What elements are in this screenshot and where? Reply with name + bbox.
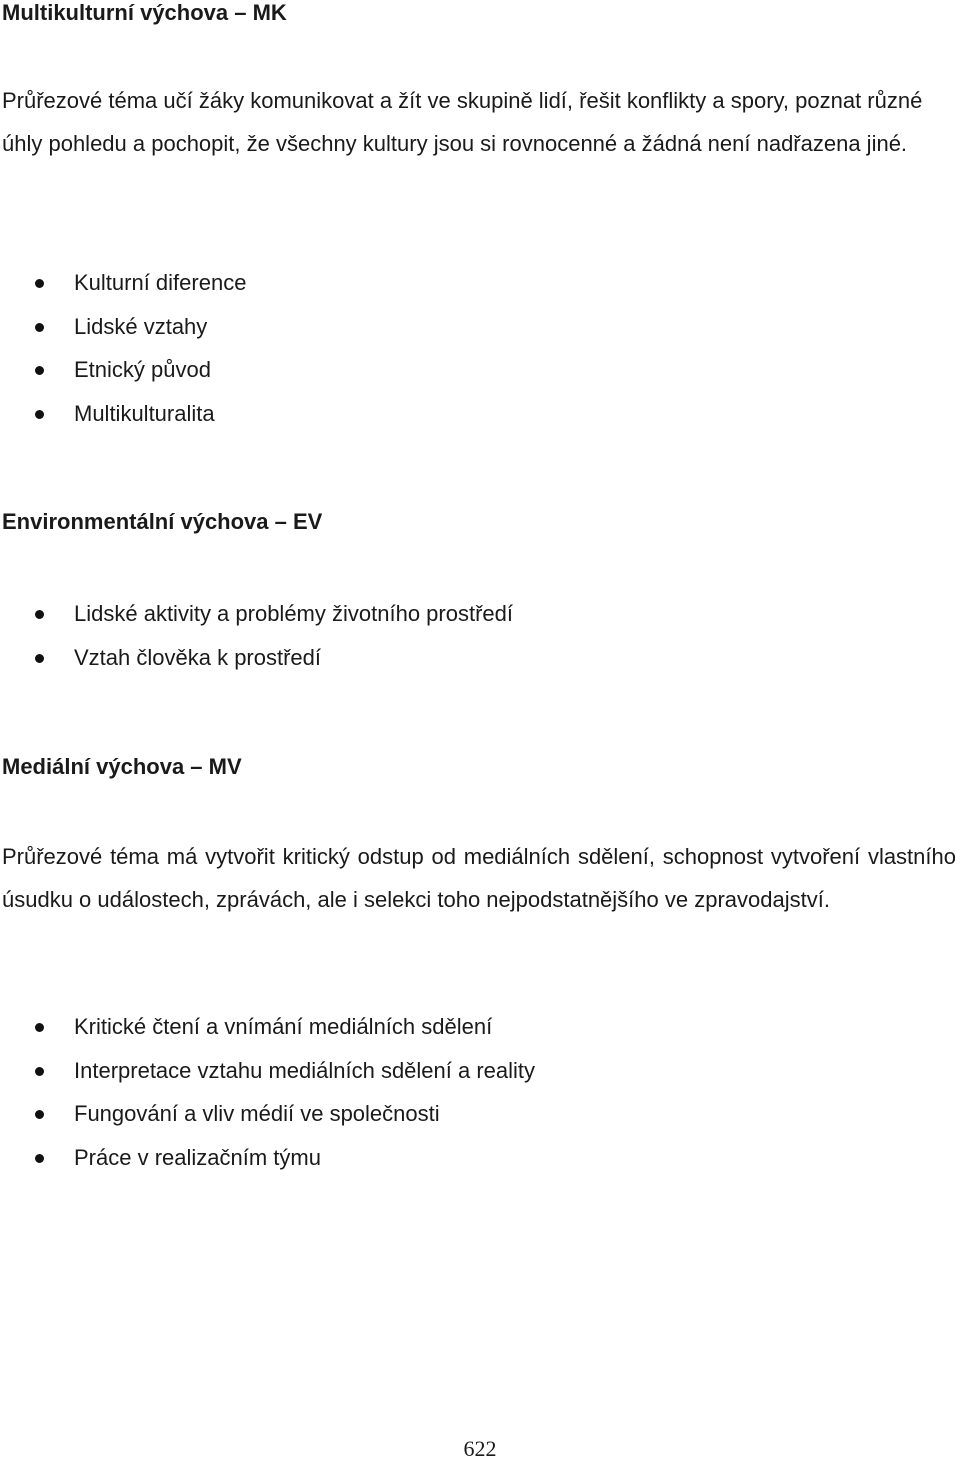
list-item-label: Lidské vztahy xyxy=(74,313,208,339)
list-item-label: Kritické čtení a vnímání mediálních sdělení xyxy=(74,1014,493,1039)
list-item-label: Interpretace vztahu mediálních sdělení a reality xyxy=(74,1057,536,1083)
section-heading-mk: Multikulturní výchova – MK xyxy=(2,0,287,25)
bullet-icon xyxy=(35,410,44,419)
list-item xyxy=(0,1145,535,1189)
section-paragraph-mk: Průřezové téma učí žáky komunikovat a žít ve skupině lidí, řešit konflikty a spory, poznat různé úhly pohledu a pochopit, že všechny kultury jsou si rovnocenné a žádná není nadřazena jiné. xyxy=(2,88,923,156)
list-item xyxy=(0,401,246,445)
list-item xyxy=(0,357,246,401)
section-paragraph-mv: Průřezové téma má vytvořit kritický odstup od mediálních sdělení, schopnost vytvoření vlastního úsudku o událostech, zprávách, ale i selekci toho nejpodstatnějšího ve zpravodajství. xyxy=(2,844,956,912)
list-item xyxy=(0,601,513,645)
bullet-icon xyxy=(35,1110,44,1119)
list-item-label: Etnický původ xyxy=(74,357,211,383)
bullet-icon xyxy=(35,1023,44,1032)
bullet-list-mk xyxy=(0,270,246,445)
bullet-icon xyxy=(35,323,44,332)
list-item xyxy=(0,1014,535,1058)
list-item xyxy=(0,1101,535,1145)
list-item-label: Lidské aktivity a problémy životního prostředí xyxy=(74,601,513,626)
list-item-label: Vztah člověka k prostředí xyxy=(74,644,322,670)
list-item xyxy=(0,314,246,358)
list-item-label: Fungování a vliv médií ve společnosti xyxy=(74,1101,440,1127)
list-item xyxy=(0,270,246,314)
bullet-icon xyxy=(35,1154,44,1163)
bullet-icon xyxy=(35,279,44,288)
bullet-icon xyxy=(35,366,44,375)
bullet-icon xyxy=(35,1067,44,1076)
bullet-icon xyxy=(35,654,44,663)
bullet-icon xyxy=(35,610,44,619)
page-number: 622 xyxy=(463,1436,497,1461)
list-item xyxy=(0,1058,535,1102)
bullet-list-ev xyxy=(0,601,513,688)
list-item-label: Multikulturalita xyxy=(74,401,215,427)
section-heading-mv: Mediální výchova – MV xyxy=(2,754,242,779)
list-item xyxy=(0,645,513,689)
section-heading-ev: Environmentální výchova – EV xyxy=(2,509,323,534)
bullet-list-mv xyxy=(0,1014,535,1189)
list-item-label: Práce v realizačním týmu xyxy=(74,1145,321,1171)
list-item-label: Kulturní diference xyxy=(74,270,247,295)
